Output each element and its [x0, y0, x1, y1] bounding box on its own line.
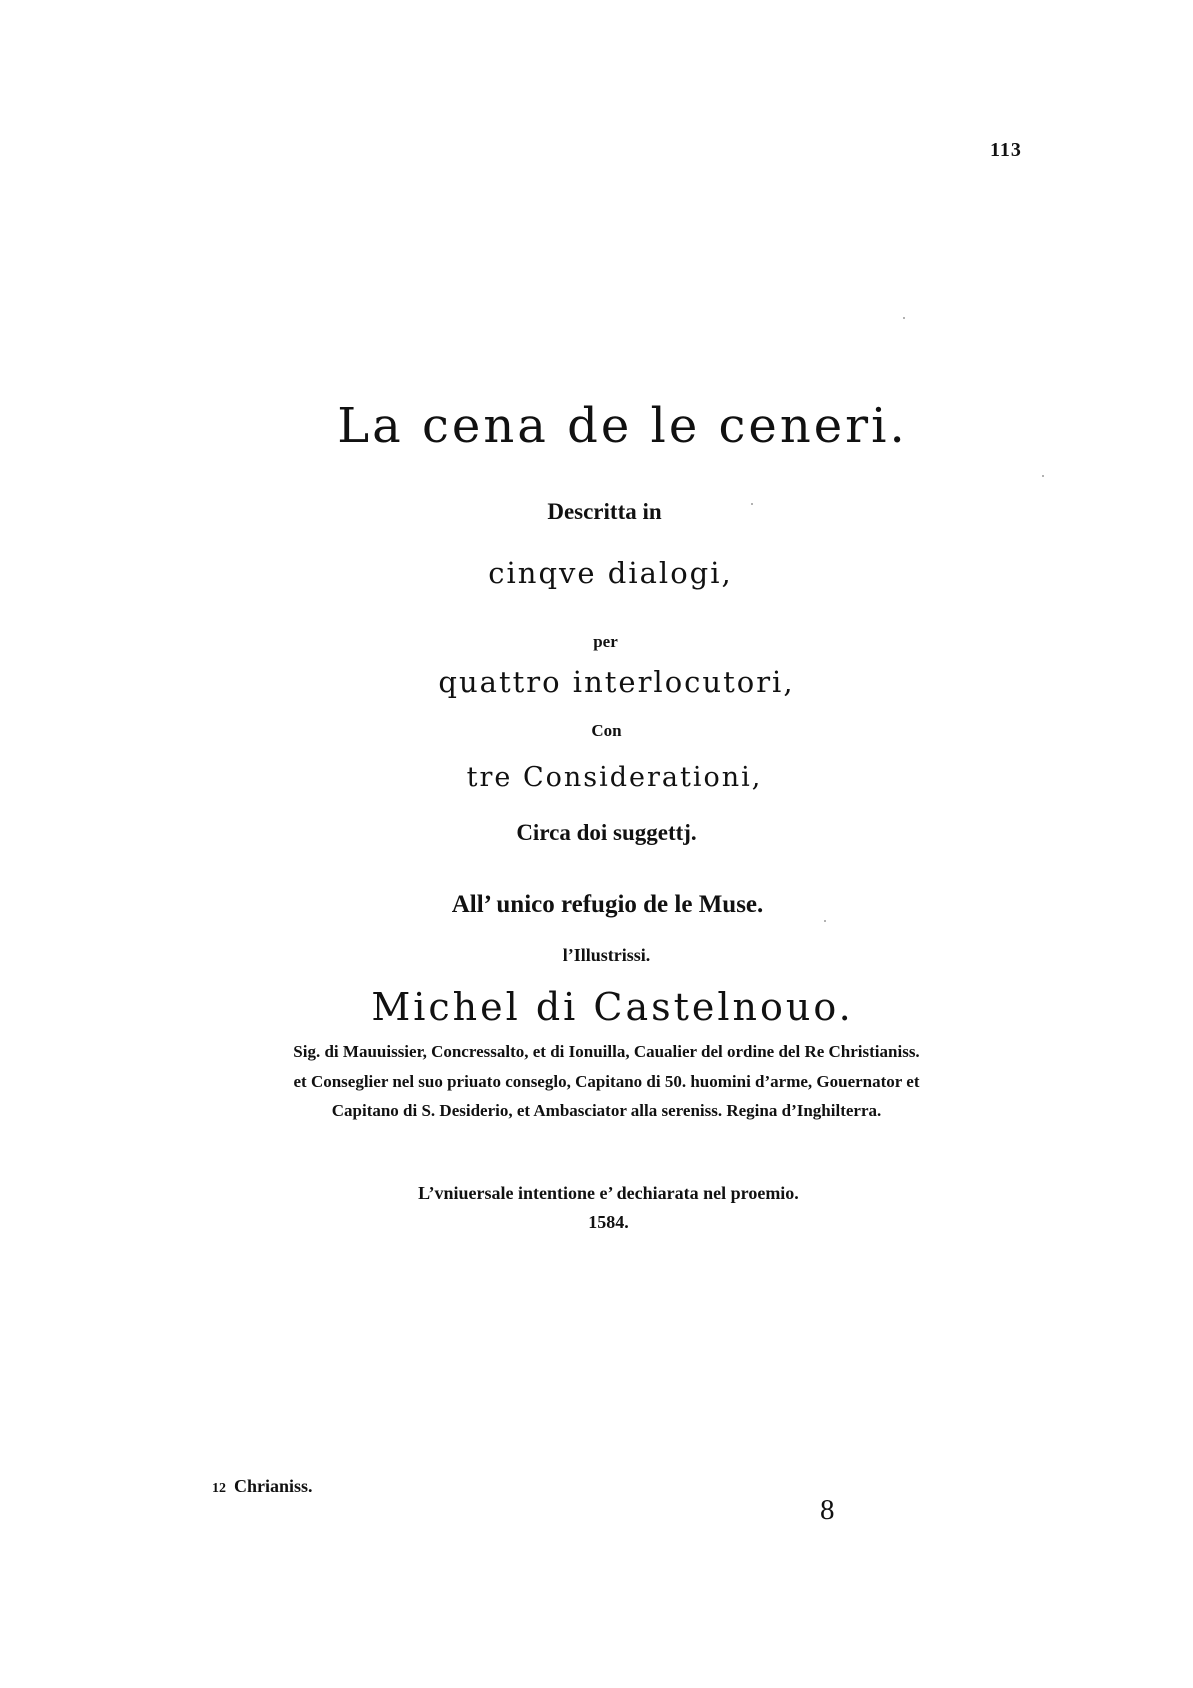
dedicatee-titles-line-2: et Conseglier nel suo priuato conseglo, Capitano di 50. huomini d’arme, Gouernator et: [293, 1072, 920, 1091]
paper-speck: [751, 503, 753, 505]
paper-speck: [1042, 475, 1044, 477]
dedicatee-titles-line-1: Sig. di Mauuissier, Concressalto, et di Ionuilla, Caualier del ordine del Re Christianiss.: [293, 1042, 920, 1061]
paper-speck: [824, 920, 826, 922]
line-cinqve-dialogi: cinqve dialogi,: [488, 556, 733, 590]
title: La cena de le ceneri.: [337, 398, 908, 454]
dedicatee-titles-line-3: Capitano di S. Desiderio, et Ambasciator alla sereniss. Regina d’Inghilterra.: [331, 1101, 882, 1120]
line-descritta: Descritta in: [547, 499, 662, 524]
footnote-number: 12: [212, 1481, 226, 1496]
line-con: Con: [591, 721, 622, 740]
dedicatee-name: Michel di Castelnouo.: [371, 985, 854, 1029]
line-vniuersale-intentione: L’vniuersale intentione e’ dechiarata nel proemio.: [418, 1183, 799, 1203]
line-circa-doi-suggetti: Circa doi suggettj.: [516, 820, 697, 845]
line-per: per: [593, 632, 618, 651]
line-quattro-interlocutori: quattro interlocutori,: [438, 665, 795, 699]
publication-year: 1584.: [588, 1212, 629, 1232]
signature-mark: 8: [820, 1494, 835, 1526]
paper-speck: [903, 317, 905, 319]
line-unico-refugio: All’ unico refugio de le Muse.: [451, 891, 764, 918]
footnote: [212, 1476, 313, 1497]
line-tre-considerationi: tre Considerationi,: [466, 762, 763, 793]
line-illustrissi: l’Illustrissi.: [562, 945, 651, 965]
page-number: 113: [990, 139, 1022, 161]
footnote-text: Chrianiss.: [234, 1476, 313, 1496]
